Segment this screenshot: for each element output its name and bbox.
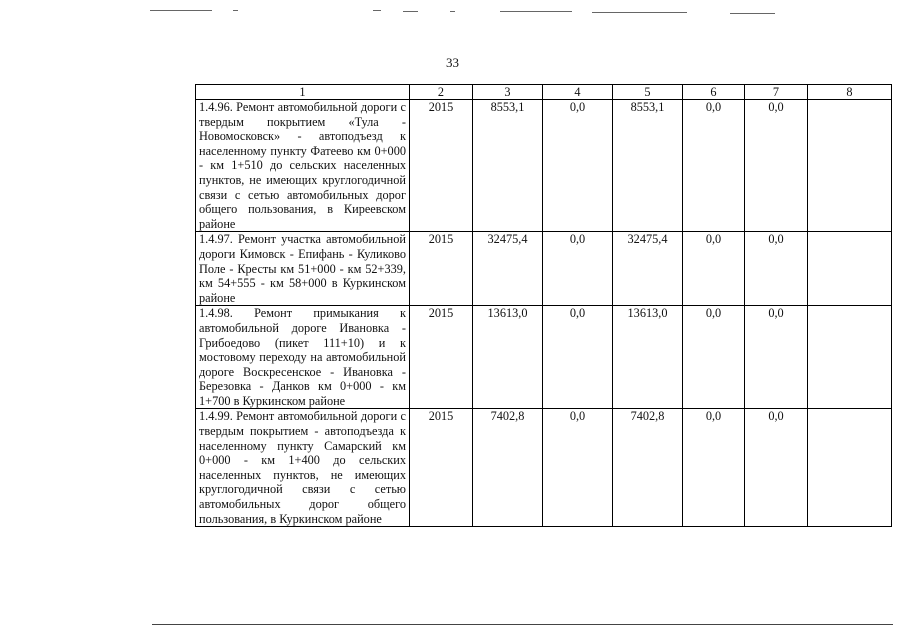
row-year: 2015 [410, 100, 473, 232]
table-row [196, 306, 892, 409]
scan-artifact-top-4 [403, 11, 418, 12]
row-value-col5: 8553,1 [613, 100, 683, 232]
row-value-col7: 0,0 [745, 232, 808, 306]
row-value-col4: 0,0 [543, 409, 613, 527]
row-value-col3: 8553,1 [473, 100, 543, 232]
scan-artifact-top-8 [730, 13, 775, 14]
row-value-col8 [808, 306, 892, 409]
column-header-1: 1 [196, 85, 410, 100]
column-header-5: 5 [613, 85, 683, 100]
row-value-col4: 0,0 [543, 306, 613, 409]
column-header-4: 4 [543, 85, 613, 100]
scan-artifact-top-2 [233, 10, 238, 11]
row-year: 2015 [410, 306, 473, 409]
row-value-col7: 0,0 [745, 306, 808, 409]
row-value-col6: 0,0 [683, 100, 745, 232]
table-row [196, 232, 892, 306]
row-value-col8 [808, 100, 892, 232]
row-year: 2015 [410, 409, 473, 527]
row-description: 1.4.96. Ремонт автомобильной дороги с твердым покрытием «Тула - Новомосковск» - автоподъезд к населенному пункту Фатеево км 0+000 - км 1+510 до сельских населенных пунктов, не имеющих круглогодичной связи с сетью автомобильных дорог общего пользования, в Киреевском районе [196, 100, 410, 232]
row-value-col3: 13613,0 [473, 306, 543, 409]
page-number: 33 [446, 55, 459, 70]
row-value-col5: 7402,8 [613, 409, 683, 527]
scan-artifact-top-5 [450, 11, 455, 12]
row-value-col3: 32475,4 [473, 232, 543, 306]
row-value-col5: 32475,4 [613, 232, 683, 306]
row-value-col7: 0,0 [745, 409, 808, 527]
scan-artifact-top-7 [592, 12, 687, 13]
row-value-col6: 0,0 [683, 306, 745, 409]
table-header-row [196, 85, 892, 100]
row-value-col6: 0,0 [683, 232, 745, 306]
road-repair-table [195, 84, 892, 527]
table-row [196, 100, 892, 232]
row-description: 1.4.97. Ремонт участка автомобильной дороги Кимовск - Епифань - Куликово Поле - Кресты км 51+000 - км 52+339, км 54+555 - км 58+000 в Куркинском районе [196, 232, 410, 306]
row-value-col4: 0,0 [543, 100, 613, 232]
row-value-col8 [808, 232, 892, 306]
row-year: 2015 [410, 232, 473, 306]
row-value-col7: 0,0 [745, 100, 808, 232]
column-header-8: 8 [808, 85, 892, 100]
row-description: 1.4.99. Ремонт автомобильной дороги с твердым покрытием - автоподъезда к населенному пункту Самарский км 0+000 - км 1+400 до сельских населенных пунктов, не имеющих круглогодичной связи с сетью автомобильных дорог общего пользования, в Куркинском районе [196, 409, 410, 527]
scan-artifact-top-1 [150, 10, 212, 11]
row-value-col3: 7402,8 [473, 409, 543, 527]
row-value-col5: 13613,0 [613, 306, 683, 409]
row-description: 1.4.98. Ремонт примыкания к автомобильной дороге Ивановка - Грибоедово (пикет 111+10) и к мостовому переходу на автомобильной дороге Воскресенское - Ивановка - Березовка - Данков км 0+000 - км 1+700 в Куркинском районе [196, 306, 410, 409]
column-header-6: 6 [683, 85, 745, 100]
column-header-7: 7 [745, 85, 808, 100]
column-header-2: 2 [410, 85, 473, 100]
table-row [196, 409, 892, 527]
row-value-col8 [808, 409, 892, 527]
scan-artifact-bottom [152, 624, 893, 625]
scan-artifact-top-3 [373, 10, 381, 11]
scan-artifact-top-6 [500, 11, 572, 12]
column-header-3: 3 [473, 85, 543, 100]
row-value-col6: 0,0 [683, 409, 745, 527]
row-value-col4: 0,0 [543, 232, 613, 306]
